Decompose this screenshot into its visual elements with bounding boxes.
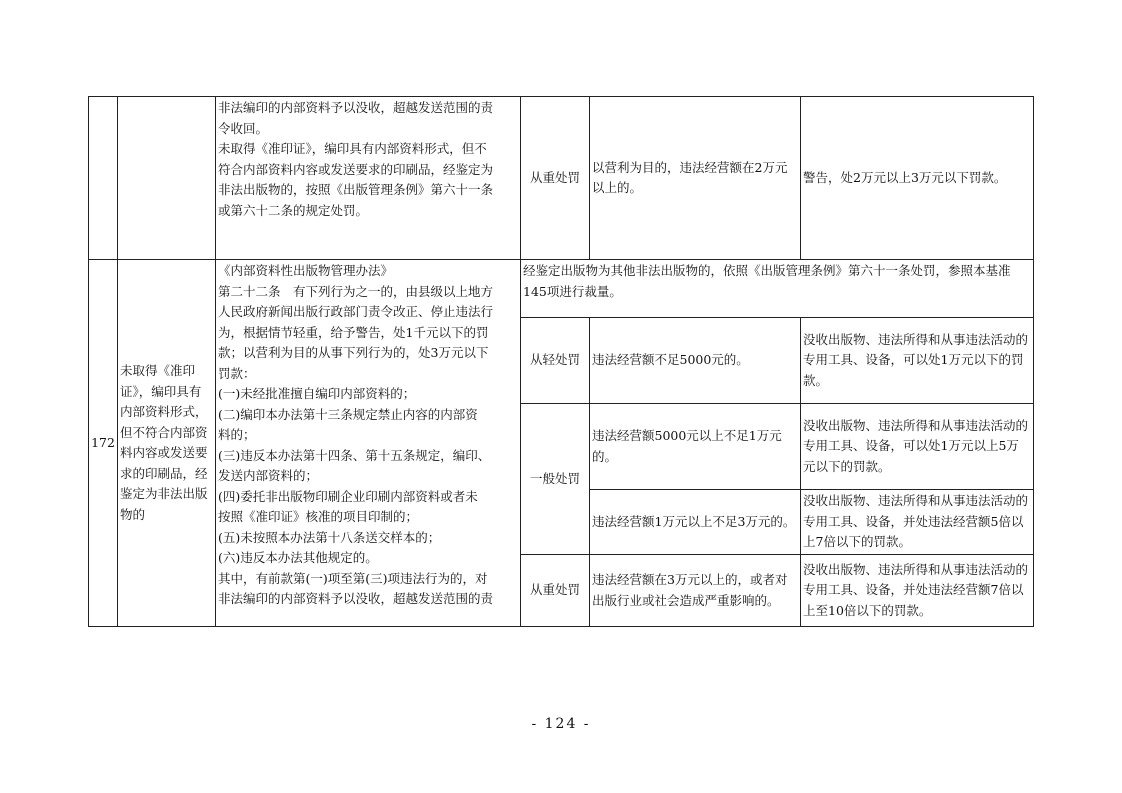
penalty-cell: 没收出版物、违法所得和从事违法活动的专用工具、设备，可以处1万元以上5万元以下的罚款。 bbox=[801, 404, 1034, 490]
item-name-cell bbox=[118, 97, 216, 260]
circumstance-cell: 违法经营额5000元以上不足1万元的。 bbox=[590, 404, 801, 490]
penalty-level-cell: 从轻处罚 bbox=[521, 318, 590, 404]
item-number-cell bbox=[89, 97, 118, 260]
legal-basis-cell: 《内部资料性出版物管理办法》 第二十二条 有下列行为之一的，由县级以上地方 人民政府新闻出版行政部门责令改正、停止违法行 为，根据情节轻重，给予警告，处1千元以下的罚 款；以营利为目的从事下列行为的，处3万元以下 罚款： (一)未经批准擅自编印内部资料的； (二)编印本办法第十三条规定禁止内容的内部资 料的； (三)违反本办法第十四条、第十五条规定，编印、 发送内部资料的； (四)委托非出版物印刷企业印刷内部资料或者未 按照《准印证》核准的项目印制的； (五)未按照本办法第十八条送交样本的； (六)违反本办法其他规定的。 其中，有前款第(一)项至第(三)项违法行为的，对 非法编印的内部资料予以没收，超越发送范围的责 bbox=[216, 260, 521, 627]
penalty-cell: 没收出版物、违法所得和从事违法活动的专用工具、设备，可以处1万元以下的罚款。 bbox=[801, 318, 1034, 404]
penalty-standard-table bbox=[88, 96, 1034, 627]
table-row bbox=[89, 260, 1034, 318]
penalty-level-cell: 从重处罚 bbox=[521, 555, 590, 627]
penalty-cell: 没收出版物、违法所得和从事违法活动的专用工具、设备，并处违法经营额5倍以上7倍以下的罚款。 bbox=[801, 490, 1034, 555]
item-number-cell: 172 bbox=[89, 260, 118, 627]
circumstance-cell: 违法经营额1万元以上不足3万元的。 bbox=[590, 490, 801, 555]
legal-basis-cell: 非法编印的内部资料予以没收，超越发送范围的责 令收回。 未取得《准印证》，编印具有内部资料形式，但不 符合内部资料内容或发送要求的印刷品，经鉴定为 非法出版物的，按照《出版管理条例》第六十一条 或第六十二条的规定处罚。 bbox=[216, 97, 521, 260]
circumstance-cell: 违法经营额在3万元以上的，或者对出版行业或社会造成严重影响的。 bbox=[590, 555, 801, 627]
penalty-cell: 没收出版物、违法所得和从事违法活动的专用工具、设备，并处违法经营额7倍以上至10倍以下的罚款。 bbox=[801, 555, 1034, 627]
penalty-level-cell: 一般处罚 bbox=[521, 404, 590, 555]
penalty-cell: 警告，处2万元以上3万元以下罚款。 bbox=[801, 97, 1034, 260]
circumstance-cell: 违法经营额不足5000元的。 bbox=[590, 318, 801, 404]
note-cell: 经鉴定出版物为其他非法出版物的，依照《出版管理条例》第六十一条处罚，参照本基准145项进行裁量。 bbox=[521, 260, 1034, 318]
item-name-cell: 未取得《准印证》，编印具有内部资料形式，但不符合内部资料内容或发送要求的印刷品，经鉴定为非法出版物的 bbox=[118, 260, 216, 627]
page-number: - 124 - bbox=[531, 716, 591, 732]
table-row bbox=[89, 97, 1034, 260]
penalty-level-cell: 从重处罚 bbox=[521, 97, 590, 260]
circumstance-cell: 以营利为目的，违法经营额在2万元以上的。 bbox=[590, 97, 801, 260]
